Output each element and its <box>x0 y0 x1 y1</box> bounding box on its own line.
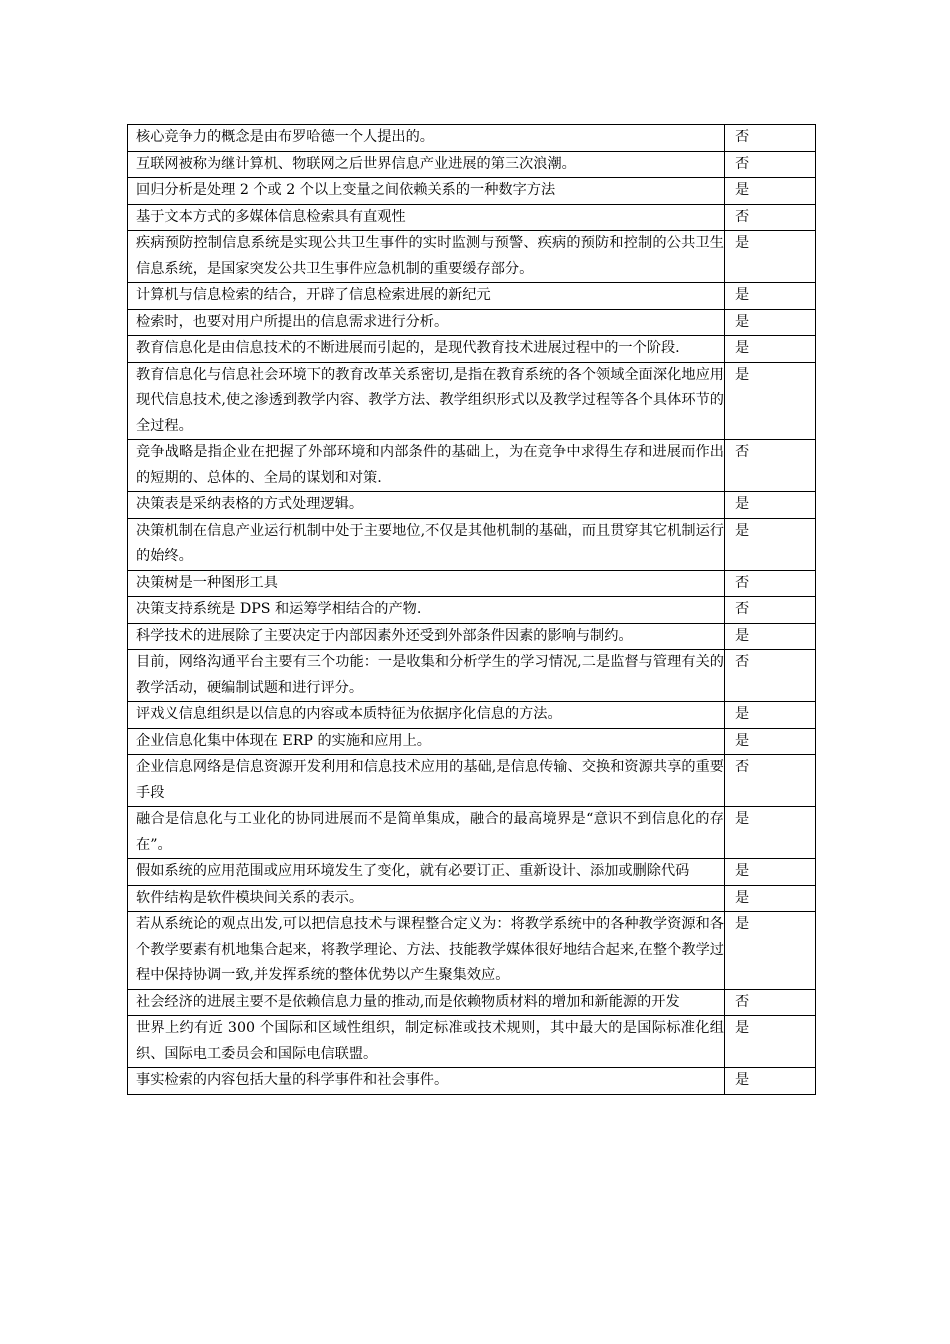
statement-cell: 目前，网络沟通平台主要有三个功能：一是收集和分析学生的学习情况,二是监督与管理有关的教学活动，硬编制试题和进行评分。 <box>128 650 725 702</box>
answer-cell: 是 <box>725 336 816 363</box>
answer-cell: 否 <box>725 650 816 702</box>
table-row <box>128 178 816 205</box>
answer-cell: 否 <box>725 597 816 624</box>
statement-cell: 竞争战略是指企业在把握了外部环境和内部条件的基础上，为在竞争中求得生存和进展而作出的短期的、总体的、全局的谋划和对策. <box>128 440 725 492</box>
answer-cell: 是 <box>725 885 816 912</box>
statement-cell: 决策机制在信息产业运行机制中处于主要地位,不仅是其他机制的基础，而且贯穿其它机制运行的始终。 <box>128 518 725 570</box>
table-row <box>128 989 816 1016</box>
statement-cell: 决策树是一种图形工具 <box>128 570 725 597</box>
answer-cell: 是 <box>725 702 816 729</box>
answer-cell: 是 <box>725 728 816 755</box>
answer-cell: 否 <box>725 204 816 231</box>
table-row <box>128 336 816 363</box>
statement-cell: 疾病预防控制信息系统是实现公共卫生事件的实时监测与预警、疾病的预防和控制的公共卫生信息系统，是国家突发公共卫生事件应急机制的重要缓存部分。 <box>128 231 725 283</box>
answer-cell: 是 <box>725 178 816 205</box>
statement-cell: 社会经济的进展主要不是依赖信息力量的推动,而是依赖物质材料的增加和新能源的开发 <box>128 989 725 1016</box>
table-row <box>128 283 816 310</box>
table-row <box>128 1068 816 1095</box>
table-row <box>128 728 816 755</box>
statement-cell: 教育信息化与信息社会环境下的教育改革关系密切,是指在教育系统的各个领域全面深化地应用现代信息技术,使之渗透到教学内容、教学方法、教学组织形式以及教学过程等各个具体环节的全过程。 <box>128 362 725 440</box>
table-row <box>128 204 816 231</box>
statement-cell: 核心竞争力的概念是由布罗哈德一个人提出的。 <box>128 125 725 152</box>
table-row <box>128 807 816 859</box>
statement-cell: 决策表是采纳表格的方式处理逻辑。 <box>128 492 725 519</box>
answer-cell: 否 <box>725 125 816 152</box>
statement-cell: 软件结构是软件模块间关系的表示。 <box>128 885 725 912</box>
table-row <box>128 859 816 886</box>
answer-cell: 是 <box>725 1068 816 1095</box>
table-row <box>128 623 816 650</box>
statement-cell: 检索时，也要对用户所提出的信息需求进行分析。 <box>128 309 725 336</box>
statement-cell: 假如系统的应用范围或应用环境发生了变化，就有必要订正、重新设计、添加或删除代码 <box>128 859 725 886</box>
table-row <box>128 755 816 807</box>
statement-cell: 决策支持系统是 DPS 和运筹学相结合的产物. <box>128 597 725 624</box>
answer-cell: 否 <box>725 151 816 178</box>
true-false-table <box>127 124 816 1095</box>
statement-cell: 教育信息化是由信息技术的不断进展而引起的，是现代教育技术进展过程中的一个阶段. <box>128 336 725 363</box>
statement-cell: 企业信息化集中体现在 ERP 的实施和应用上。 <box>128 728 725 755</box>
answer-cell: 是 <box>725 492 816 519</box>
table-row <box>128 362 816 440</box>
statement-cell: 企业信息网络是信息资源开发利用和信息技术应用的基础,是信息传输、交换和资源共享的重要手段 <box>128 755 725 807</box>
answer-cell: 是 <box>725 231 816 283</box>
table-row <box>128 440 816 492</box>
answer-cell: 是 <box>725 309 816 336</box>
table-row <box>128 309 816 336</box>
answer-cell: 是 <box>725 623 816 650</box>
table-row <box>128 151 816 178</box>
answer-cell: 否 <box>725 989 816 1016</box>
answer-cell: 否 <box>725 570 816 597</box>
table-row <box>128 1016 816 1068</box>
answer-cell: 否 <box>725 440 816 492</box>
table-row <box>128 125 816 152</box>
statement-cell: 回归分析是处理 2 个或 2 个以上变量之间依赖关系的一种数字方法 <box>128 178 725 205</box>
answer-cell: 是 <box>725 518 816 570</box>
answer-cell: 是 <box>725 283 816 310</box>
table-body <box>128 125 816 1095</box>
statement-cell: 科学技术的进展除了主要决定于内部因素外还受到外部条件因素的影响与制约。 <box>128 623 725 650</box>
table-row <box>128 597 816 624</box>
answer-cell: 是 <box>725 362 816 440</box>
table-row <box>128 702 816 729</box>
table-row <box>128 650 816 702</box>
answer-cell: 是 <box>725 912 816 990</box>
table-row <box>128 570 816 597</box>
statement-cell: 互联网被称为继计算机、物联网之后世界信息产业进展的第三次浪潮。 <box>128 151 725 178</box>
table-row <box>128 518 816 570</box>
answer-cell: 是 <box>725 807 816 859</box>
table-row <box>128 912 816 990</box>
statement-cell: 事实检索的内容包括大量的科学事件和社会事件。 <box>128 1068 725 1095</box>
table-row <box>128 231 816 283</box>
statement-cell: 若从系统论的观点出发,可以把信息技术与课程整合定义为：将教学系统中的各种教学资源和各个教学要素有机地集合起来，将教学理论、方法、技能教学媒体很好地结合起来,在整个教学过程中保持协调一致,并发挥系统的整体优势以产生聚集效应。 <box>128 912 725 990</box>
statement-cell: 计算机与信息检索的结合，开辟了信息检索进展的新纪元 <box>128 283 725 310</box>
answer-cell: 是 <box>725 1016 816 1068</box>
statement-cell: 评戏义信息组织是以信息的内容或本质特征为依据序化信息的方法。 <box>128 702 725 729</box>
answer-cell: 是 <box>725 859 816 886</box>
answer-cell: 否 <box>725 755 816 807</box>
statement-cell: 融合是信息化与工业化的协同进展而不是简单集成，融合的最高境界是“意识不到信息化的存在”。 <box>128 807 725 859</box>
statement-cell: 基于文本方式的多媒体信息检索具有直观性 <box>128 204 725 231</box>
table-row <box>128 885 816 912</box>
table-row <box>128 492 816 519</box>
statement-cell: 世界上约有近 300 个国际和区域性组织，制定标准或技术规则，其中最大的是国际标准化组织、国际电工委员会和国际电信联盟。 <box>128 1016 725 1068</box>
